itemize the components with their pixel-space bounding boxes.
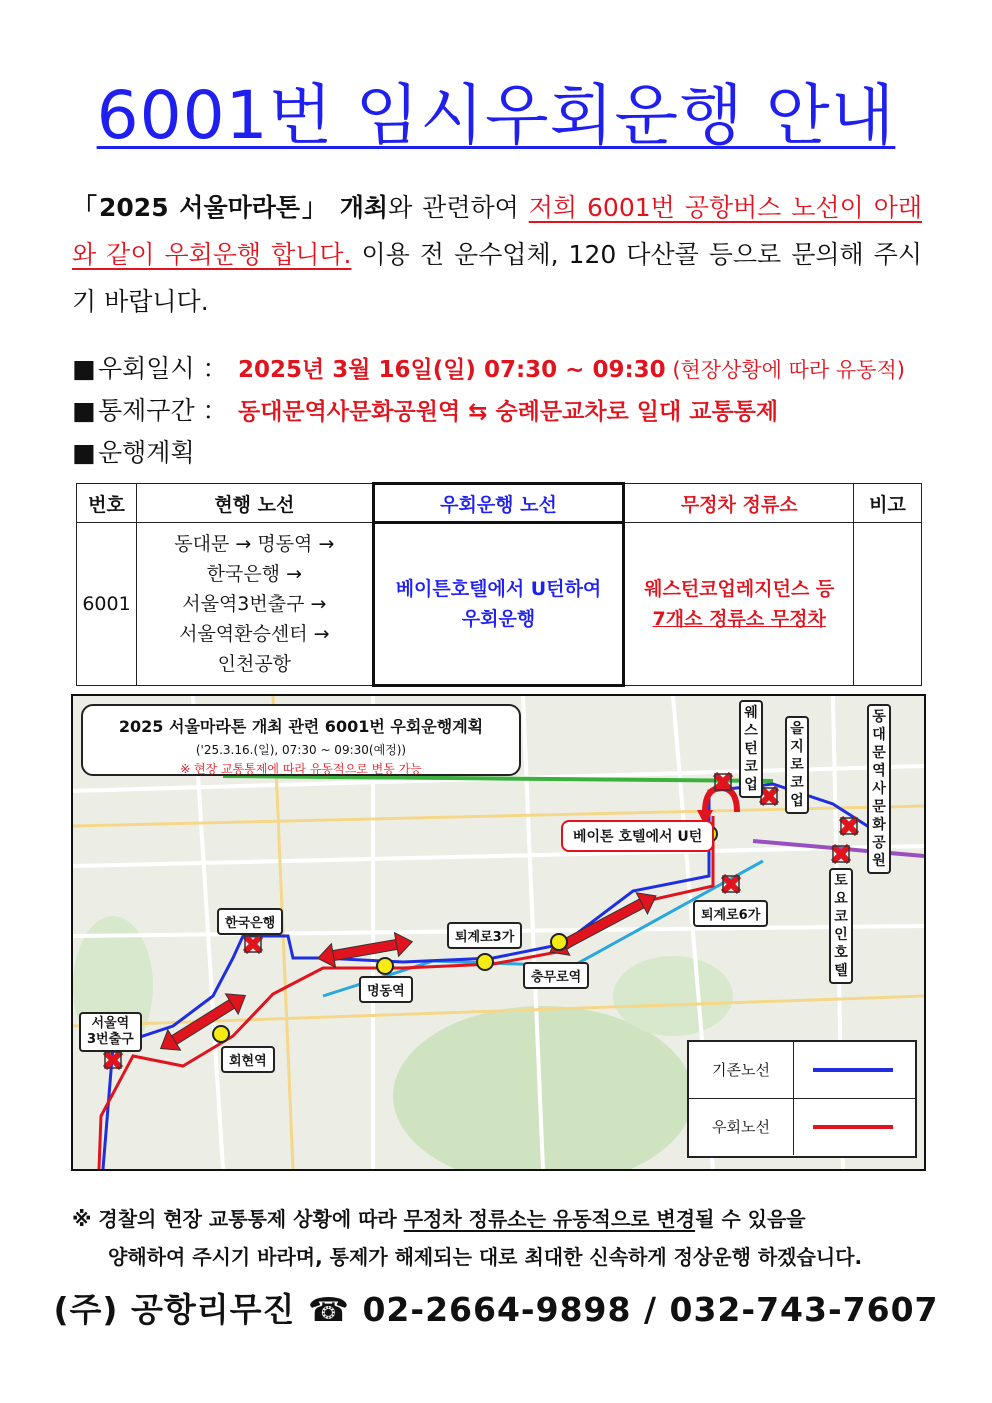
operation-plan-table	[76, 482, 922, 687]
intro-detour-notice: 저희 6001번 공항버스 노선이 아래와 같이 우회운행 합니다.	[72, 193, 922, 269]
header-remark: 비고	[854, 484, 922, 523]
map-legend	[687, 1040, 917, 1158]
bullet-list	[72, 348, 972, 474]
intro-event: 「2025 서울마라톤」 개최	[72, 193, 389, 222]
bullet-label: 통제구간 ：	[98, 396, 228, 425]
footnote-prefix: ※ 경찰의 현장 교통통제 상황에 따라	[72, 1207, 404, 1231]
legend-line-blue	[813, 1068, 893, 1072]
page-title: 6001번 임시우회운행 안내	[96, 77, 896, 154]
route-step: 동대문 → 명동역 →	[174, 533, 335, 555]
legend-existing	[689, 1042, 915, 1099]
detour-line: 우회운행	[461, 608, 536, 630]
legend-detour	[689, 1099, 915, 1155]
label-ddp: 동대문역사문화공원	[867, 704, 891, 874]
intro-text: 와 관련하여	[388, 193, 529, 222]
bullet-control-section	[72, 390, 972, 432]
bullet-label: 우회일시 ：	[98, 354, 228, 383]
stops-line: 7개소 정류소 무정차	[652, 608, 826, 630]
bullet-detour-time	[72, 348, 972, 390]
bullet-value: 2025년 3월 16일(일) 07:30 ~ 09:30	[238, 357, 666, 383]
company-contact: (주) 공항리무진 ☎ 02-2664-9898 / 032-743-7607	[53, 1290, 939, 1329]
label-chungmuro: 충무로역	[523, 962, 589, 989]
cell-nonstop-stops	[624, 523, 854, 686]
footnote-line2: 양해하여 주시기 바라며, 통제가 해제되는 대로 최대한 신속하게 정상운행 하겠습니다.	[108, 1245, 863, 1269]
route-step: 인천공항	[217, 653, 292, 675]
map-title: 2025 서울마라톤 개최 관련 6001번 우회운행계획	[118, 717, 484, 736]
detour-line: 베이튼호텔에서 U턴하여	[395, 578, 602, 600]
square-bullet-icon: ■	[72, 438, 96, 467]
intro-contact: 이용 전 운수업체, 120 다산콜 등으로 문의해 주시기 바랍니다.	[72, 240, 922, 316]
legend-line-red	[813, 1125, 893, 1129]
stops-line: 웨스턴코업레지던스 등	[644, 578, 835, 600]
label-toegye6: 퇴계로6가	[693, 900, 768, 927]
route-step: 한국은행 →	[206, 563, 303, 585]
map-warning: ※ 현장 교통통제에 따라 유동적으로 변동 가능	[180, 762, 422, 776]
footnote-suffix: 될 수 있음을	[695, 1207, 806, 1231]
route-step: 서울역환승센터 →	[179, 623, 330, 645]
square-bullet-icon: ■	[72, 396, 96, 425]
intro-paragraph	[72, 184, 922, 325]
footnote	[72, 1200, 924, 1276]
label-hoehyeon: 회현역	[221, 1046, 275, 1073]
legend-label: 기존노선	[689, 1042, 794, 1098]
label-toyoko-inn: 토요코인호텔	[829, 868, 853, 984]
cell-detour-route	[373, 523, 624, 686]
bullet-operation-plan	[72, 432, 972, 474]
bullet-label: 운행계획	[98, 438, 195, 467]
label-toegye3: 퇴계로3가	[447, 922, 522, 949]
cell-remark	[854, 523, 922, 686]
header-current-route: 현행 노선	[136, 484, 373, 523]
label-bank-of-korea: 한국은행	[217, 908, 283, 935]
legend-label: 우회노선	[689, 1099, 794, 1155]
green-area	[613, 956, 733, 1036]
header-number: 번호	[77, 484, 137, 523]
square-bullet-icon: ■	[72, 354, 96, 383]
cell-current-route	[136, 523, 373, 686]
detour-route-map	[71, 694, 926, 1171]
bullet-value: 동대문역사문화공원역 ⇆ 숭례문교차로 일대 교통통제	[238, 399, 779, 425]
label-myeongdong: 명동역	[359, 976, 413, 1003]
label-euljiro-coop: 을지로코업	[785, 716, 809, 814]
header-nonstop-stops: 무정차 정류소	[624, 484, 854, 523]
label-uturn: 베이톤 호텔에서 U턴	[561, 820, 714, 852]
map-title-box	[81, 704, 521, 776]
label-western-coop: 웨스턴코업	[739, 700, 763, 798]
footnote-underlined: 무정차 정류소는 유동적으로 변경	[403, 1207, 696, 1231]
label-seoul-station-exit3: 서울역 3번출구	[79, 1012, 142, 1052]
cell-number: 6001	[77, 523, 137, 686]
header-detour-route: 우회운행 노선	[373, 484, 624, 523]
route-step: 서울역3번출구 →	[182, 593, 327, 615]
bullet-note: (현장상황에 따라 유동적)	[665, 358, 905, 382]
map-subtitle: ('25.3.16.(일), 07:30 ~ 09:30(예정))	[195, 743, 407, 757]
